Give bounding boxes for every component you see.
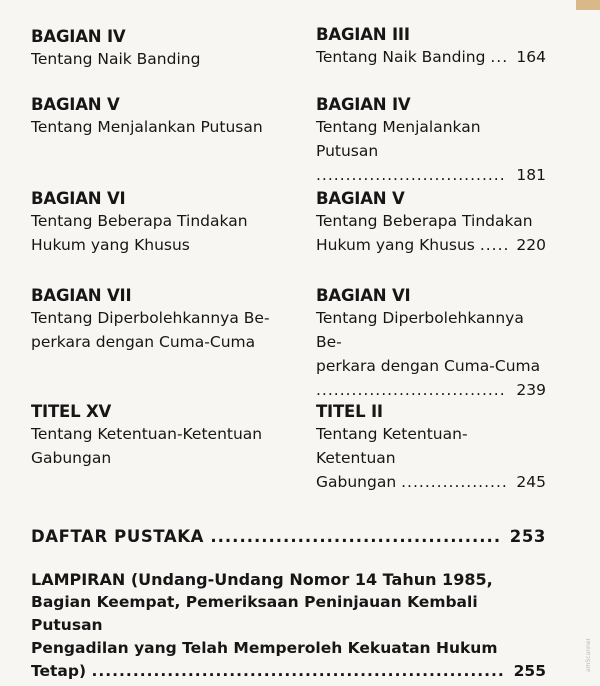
lampiran-entry xyxy=(31,568,546,683)
left-text: perkara dengan Cuma-Cuma xyxy=(31,333,256,351)
left-text: Tentang Beberapa Tindakan xyxy=(31,212,248,230)
left-text: Gabungan xyxy=(31,449,112,467)
right-entry-5 xyxy=(316,402,546,494)
daftar-label: DAFTAR PUSTAKA xyxy=(31,527,205,546)
dot-leader: ................................ xyxy=(316,166,506,184)
lampiran-last-line xyxy=(31,660,546,683)
left-heading: BAGIAN VII xyxy=(31,286,132,305)
right-line xyxy=(316,45,546,69)
page-number: 181 xyxy=(516,166,546,184)
left-text: Hukum yang Khusus xyxy=(31,236,190,254)
right-heading: BAGIAN VI xyxy=(316,286,411,305)
dot-leader: ..... xyxy=(479,236,510,254)
page-number: 255 xyxy=(513,662,546,680)
right-text: Tentang Naik Banding xyxy=(316,48,486,66)
dot-leader: ........................................ xyxy=(210,527,502,546)
lampiran-line: Bagian Keempat, Pemeriksaan Peninjauan Kembali Putusan xyxy=(31,593,478,634)
page-number: 245 xyxy=(516,473,546,491)
left-heading: BAGIAN VI xyxy=(31,189,126,208)
lampiran-line: LAMPIRAN (Undang-Undang Nomor 14 Tahun 1985, xyxy=(31,570,493,589)
dot-leader: ............................................................ xyxy=(91,662,505,680)
right-line xyxy=(316,470,546,494)
page-number: 164 xyxy=(516,48,546,66)
left-entry-5 xyxy=(31,402,291,470)
right-heading: TITEL II xyxy=(316,402,383,421)
left-heading: BAGIAN V xyxy=(31,95,120,114)
right-heading: BAGIAN III xyxy=(316,25,410,44)
right-text: Tentang Beberapa Tindakan xyxy=(316,212,533,230)
right-heading: BAGIAN V xyxy=(316,189,405,208)
left-heading: BAGIAN IV xyxy=(31,27,126,46)
right-heading: BAGIAN IV xyxy=(316,95,411,114)
left-entry-2 xyxy=(31,95,291,139)
left-entry-1 xyxy=(31,27,291,71)
right-text: Tentang Diperbolehkannya Be- xyxy=(316,309,524,351)
right-entry-2 xyxy=(316,95,546,187)
left-text: Tentang Menjalankan Putusan xyxy=(31,118,263,136)
daftar-pustaka-entry xyxy=(31,527,546,546)
lampiran-line: Pengadilan yang Telah Memperoleh Kekuatan Hukum xyxy=(31,639,498,657)
right-text: Tentang Ketentuan-Ketentuan xyxy=(316,425,468,467)
left-text: Tentang Diperbolehkannya Be- xyxy=(31,309,270,327)
dot-leader: .................. xyxy=(401,473,508,491)
left-entry-4 xyxy=(31,286,291,354)
left-text: Tentang Naik Banding xyxy=(31,50,201,68)
right-entry-4 xyxy=(316,286,546,402)
left-entry-3 xyxy=(31,189,291,257)
page-number: 253 xyxy=(509,527,546,546)
right-text: Hukum yang Khusus xyxy=(316,236,475,254)
right-entry-1 xyxy=(316,25,546,69)
right-text: Gabungan xyxy=(316,473,397,491)
right-text: perkara dengan Cuma-Cuma xyxy=(316,357,541,375)
dot-leader: ... xyxy=(490,48,509,66)
scanner-watermark: amScanner xyxy=(585,637,592,672)
lampiran-line: Tetap) xyxy=(31,662,87,680)
page-number: 220 xyxy=(516,236,546,254)
page-corner xyxy=(576,0,600,10)
right-line xyxy=(316,163,546,187)
right-text: Tentang Menjalankan Putusan xyxy=(316,118,481,160)
left-text: Tentang Ketentuan-Ketentuan xyxy=(31,425,263,443)
right-line xyxy=(316,233,546,257)
dot-leader: ................................ xyxy=(316,381,506,399)
page-number: 239 xyxy=(516,381,546,399)
left-heading: TITEL XV xyxy=(31,402,112,421)
right-line xyxy=(316,378,546,402)
right-entry-3 xyxy=(316,189,546,257)
